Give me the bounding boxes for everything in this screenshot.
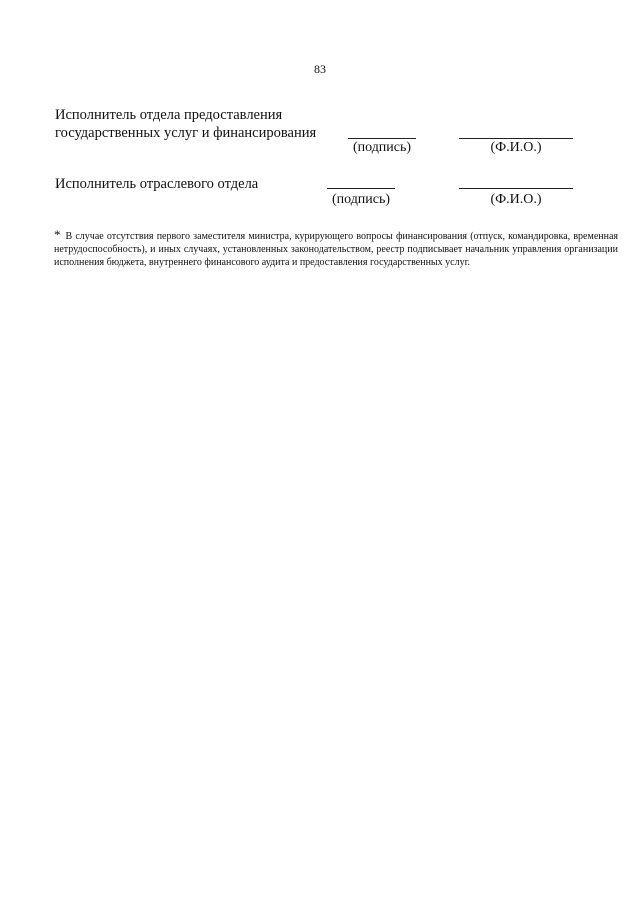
name-caption: (Ф.И.О.) (490, 140, 542, 155)
signature-caption: (подпись) (331, 192, 391, 207)
footnote (54, 228, 618, 269)
signature-caption: (подпись) (352, 140, 412, 155)
signature-line (327, 188, 395, 189)
footnote-marker: * (54, 227, 61, 242)
name-line (459, 138, 573, 139)
executor-title-line-1: Исполнитель отдела предоставления (55, 107, 283, 123)
name-caption: (Ф.И.О.) (490, 192, 542, 207)
executor-title-line-1: Исполнитель отраслевого отдела (55, 176, 259, 192)
executor-title-line-2: государственных услуг и финансирования (55, 125, 317, 141)
page-number: 83 (314, 62, 326, 76)
name-line (459, 188, 573, 189)
signature-line (348, 138, 416, 139)
footnote-text: В случае отсутствия первого заместителя министра, курирующего вопросы финансирования (отпуск, командировка, временная нетрудоспособность), и иных случаях, установленных законодательством, реестр подписывает начальник управления организации исполнения бюджета, внутреннего финансового аудита и предоставления государственных услуг. (54, 231, 618, 268)
